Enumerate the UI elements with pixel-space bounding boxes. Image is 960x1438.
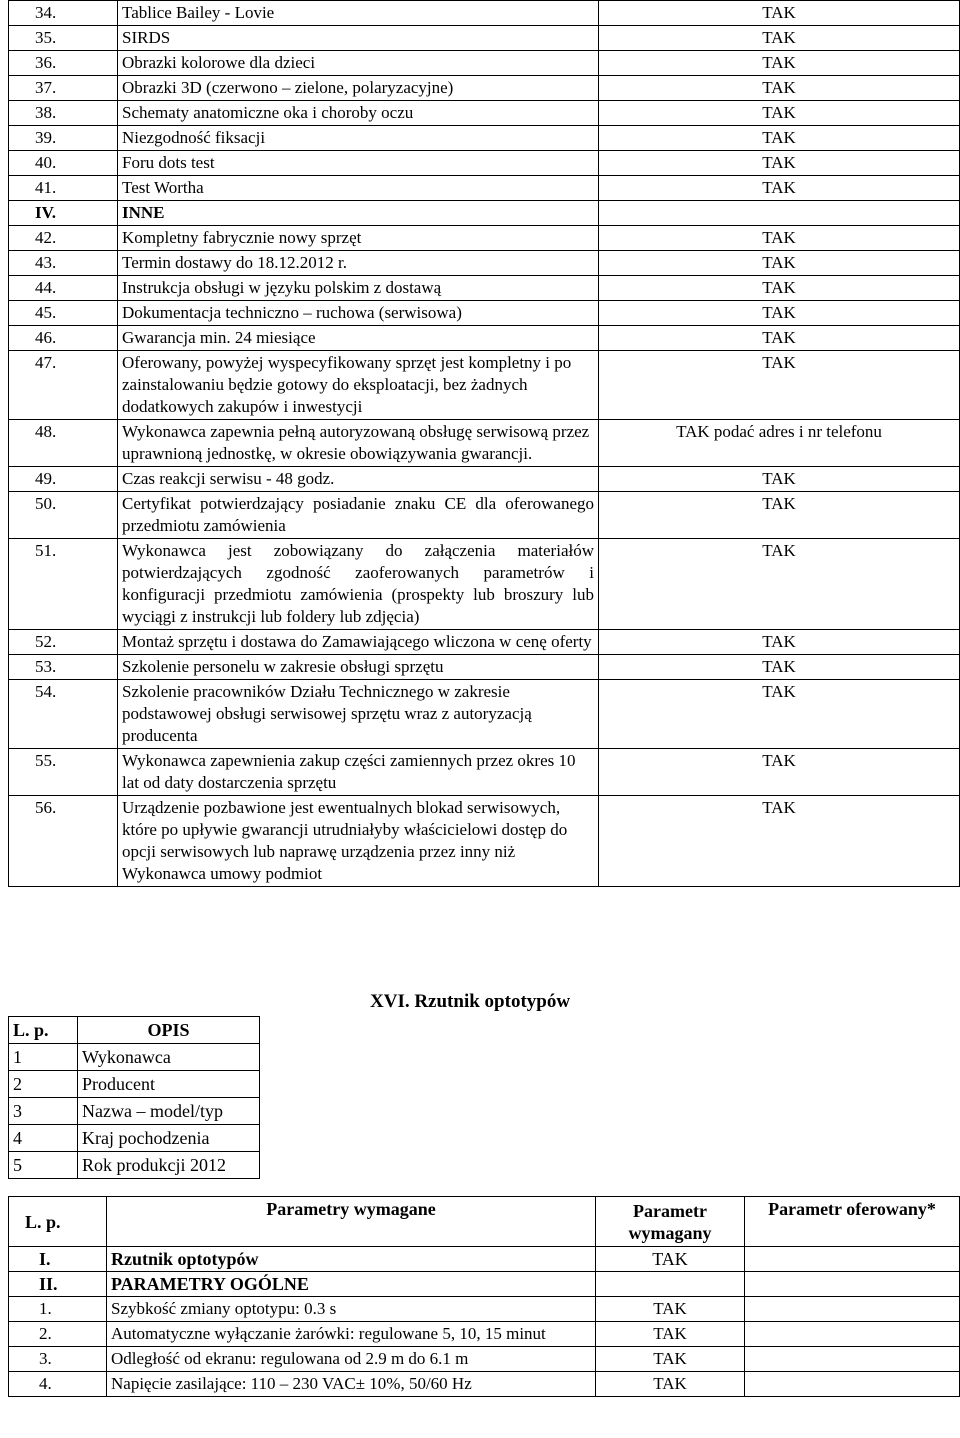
table-row: [9, 276, 960, 301]
row-value: TAK: [599, 680, 960, 749]
row-description: Czas reakcji serwisu - 48 godz.: [118, 467, 599, 492]
table-row: [9, 1152, 260, 1179]
row-number: 39.: [9, 126, 118, 151]
table-row: [9, 351, 960, 420]
row-number: 47.: [9, 351, 118, 420]
row-number: 41.: [9, 176, 118, 201]
row-value: TAK: [599, 351, 960, 420]
row-number: 2.: [9, 1322, 107, 1347]
row-description: SIRDS: [118, 26, 599, 51]
table-row: [9, 467, 960, 492]
column-header-lp: L. p.: [9, 1017, 78, 1044]
table-row: [9, 1347, 960, 1372]
row-value: TAK: [599, 51, 960, 76]
row-description: Kompletny fabrycznie nowy sprzęt: [118, 226, 599, 251]
row-value: TAK: [599, 655, 960, 680]
table-row: [9, 796, 960, 887]
section-row: [9, 1272, 960, 1297]
row-offered: [745, 1372, 960, 1397]
row-number: 2: [9, 1071, 78, 1098]
table-row: [9, 749, 960, 796]
row-number: 51.: [9, 539, 118, 630]
table-row: [9, 1322, 960, 1347]
table-row: [9, 1, 960, 26]
section-row: [9, 201, 960, 226]
row-value: TAK: [599, 539, 960, 630]
column-header-wymagany: Parametr wymagany: [596, 1197, 745, 1247]
column-header-parametry: Parametry wymagane: [107, 1197, 596, 1247]
table-row: [9, 1372, 960, 1397]
row-number: 55.: [9, 749, 118, 796]
row-required: TAK: [596, 1322, 745, 1347]
row-parameter: Odległość od ekranu: regulowana od 2.9 m do 6.1 m: [107, 1347, 596, 1372]
row-description: Dokumentacja techniczno – ruchowa (serwisowa): [118, 301, 599, 326]
row-number: 4.: [9, 1372, 107, 1397]
table-row: [9, 1044, 260, 1071]
row-value: TAK: [599, 26, 960, 51]
row-number: 45.: [9, 301, 118, 326]
row-offered: [745, 1297, 960, 1322]
row-number: 54.: [9, 680, 118, 749]
row-value: TAK: [599, 749, 960, 796]
row-number: 4: [9, 1125, 78, 1152]
row-label: Producent: [78, 1071, 260, 1098]
row-number: 3: [9, 1098, 78, 1125]
row-label: Wykonawca: [78, 1044, 260, 1071]
section-number: II.: [9, 1272, 107, 1297]
row-number: 1: [9, 1044, 78, 1071]
parameters-table: [8, 1196, 960, 1397]
row-value: TAK: [599, 492, 960, 539]
row-value: TAK: [599, 326, 960, 351]
row-number: 48.: [9, 420, 118, 467]
row-value: TAK: [599, 126, 960, 151]
table-row: [9, 76, 960, 101]
description-table: [8, 1016, 260, 1179]
row-offered: [745, 1247, 960, 1272]
row-parameter: Napięcie zasilające: 110 – 230 VAC± 10%, 50/60 Hz: [107, 1372, 596, 1397]
row-description: Montaż sprzętu i dostawa do Zamawiającego wliczona w cenę oferty: [118, 630, 599, 655]
row-description: Certyfikat potwierdzający posiadanie znaku CE dla oferowanego przedmiotu zamówienia: [118, 492, 599, 539]
row-description: Obrazki 3D (czerwono – zielone, polaryzacyjne): [118, 76, 599, 101]
row-description: Oferowany, powyżej wyspecyfikowany sprzęt jest kompletny i po zainstalowaniu będzie gotowy do eksploatacji, bez żadnych dodatkowych zakupów i inwestycji: [118, 351, 599, 420]
row-description: Termin dostawy do 18.12.2012 r.: [118, 251, 599, 276]
row-number: 35.: [9, 26, 118, 51]
row-description: Test Wortha: [118, 176, 599, 201]
table-row: [9, 680, 960, 749]
table-row: [9, 176, 960, 201]
table-row: [9, 630, 960, 655]
table-row: [9, 251, 960, 276]
row-description: Niezgodność fiksacji: [118, 126, 599, 151]
row-number: 40.: [9, 151, 118, 176]
table-row: [9, 1297, 960, 1322]
row-value: TAK: [599, 796, 960, 887]
row-label: Rok produkcji 2012: [78, 1152, 260, 1179]
row-required: TAK: [596, 1372, 745, 1397]
row-value: TAK: [599, 151, 960, 176]
row-description: Tablice Bailey - Lovie: [118, 1, 599, 26]
table-row: [9, 226, 960, 251]
table-row: [9, 1125, 260, 1152]
table-row: [9, 1098, 260, 1125]
row-value: TAK: [599, 1, 960, 26]
row-number: 5: [9, 1152, 78, 1179]
row-description: Foru dots test: [118, 151, 599, 176]
row-label: Kraj pochodzenia: [78, 1125, 260, 1152]
row-value: TAK: [599, 251, 960, 276]
row-number: 56.: [9, 796, 118, 887]
row-required: TAK: [596, 1347, 745, 1372]
row-description: Szkolenie pracowników Działu Technicznego w zakresie podstawowej obsługi serwisowej sprzętu wraz z autoryzacją producenta: [118, 680, 599, 749]
section-title: Rzutnik optotypów: [107, 1247, 596, 1272]
row-number: 49.: [9, 467, 118, 492]
table-row: [9, 101, 960, 126]
row-parameter: Automatyczne wyłączanie żarówki: regulowane 5, 10, 15 minut: [107, 1322, 596, 1347]
table-row: [9, 301, 960, 326]
table-row: [9, 1071, 260, 1098]
row-number: 42.: [9, 226, 118, 251]
row-value: TAK podać adres i nr telefonu: [599, 420, 960, 467]
row-value: TAK: [599, 76, 960, 101]
section-number: IV.: [9, 201, 118, 226]
table-row: [9, 420, 960, 467]
row-description: Urządzenie pozbawione jest ewentualnych blokad serwisowych, które po upływie gwarancji utrudniałyby właścicielowi dostęp do opcji serwisowych lub naprawę urządzenia przez inny niż Wykonawca umowy podmiot: [118, 796, 599, 887]
table-row: [9, 26, 960, 51]
section-row: [9, 1247, 960, 1272]
row-required: [596, 1272, 745, 1297]
table-row: [9, 51, 960, 76]
row-value: TAK: [599, 467, 960, 492]
row-value: TAK: [599, 226, 960, 251]
row-description: Gwarancja min. 24 miesiące: [118, 326, 599, 351]
row-number: 37.: [9, 76, 118, 101]
row-description: Schematy anatomiczne oka i choroby oczu: [118, 101, 599, 126]
row-parameter: Szybkość zmiany optotypu: 0.3 s: [107, 1297, 596, 1322]
table-row: [9, 492, 960, 539]
row-number: 53.: [9, 655, 118, 680]
table-row: [9, 126, 960, 151]
column-header-oferowany: Parametr oferowany*: [745, 1197, 960, 1247]
requirements-table: [8, 0, 960, 887]
row-description: Wykonawca zapewnia pełną autoryzowaną obsługę serwisową przez uprawnioną jednostkę, w okresie obowiązywania gwarancji.: [118, 420, 599, 467]
row-number: 34.: [9, 1, 118, 26]
row-value: [599, 201, 960, 226]
row-offered: [745, 1272, 960, 1297]
row-number: 1.: [9, 1297, 107, 1322]
row-offered: [745, 1347, 960, 1372]
row-number: 36.: [9, 51, 118, 76]
row-value: TAK: [599, 276, 960, 301]
section-title: INNE: [118, 201, 599, 226]
row-number: 50.: [9, 492, 118, 539]
row-number: 3.: [9, 1347, 107, 1372]
table-row: [9, 539, 960, 630]
row-description: Obrazki kolorowe dla dzieci: [118, 51, 599, 76]
row-value: TAK: [599, 176, 960, 201]
row-number: 46.: [9, 326, 118, 351]
row-description: Wykonawca zapewnienia zakup części zamiennych przez okres 10 lat od daty dostarczenia sprzętu: [118, 749, 599, 796]
section-title: PARAMETRY OGÓLNE: [107, 1272, 596, 1297]
table-header-row: [9, 1197, 960, 1247]
row-value: TAK: [599, 101, 960, 126]
row-description: Szkolenie personelu w zakresie obsługi sprzętu: [118, 655, 599, 680]
row-description: Wykonawca jest zobowiązany do załączenia materiałów potwierdzających zgodność zaoferowanych parametrów i konfiguracji przedmiotu zamówienia (prospekty lub broszury lub wyciągi z instrukcji lub foldery lub zdjęcia): [118, 539, 599, 630]
section-heading: XVI. Rzutnik optotypów: [370, 991, 571, 1012]
row-label: Nazwa – model/typ: [78, 1098, 260, 1125]
column-header-opis: OPIS: [78, 1017, 260, 1044]
row-number: 52.: [9, 630, 118, 655]
row-number: 38.: [9, 101, 118, 126]
row-required: TAK: [596, 1297, 745, 1322]
row-number: 43.: [9, 251, 118, 276]
table-row: [9, 151, 960, 176]
row-value: TAK: [599, 630, 960, 655]
table-header-row: [9, 1017, 260, 1044]
table-row: [9, 326, 960, 351]
row-offered: [745, 1322, 960, 1347]
row-description: Instrukcja obsługi w języku polskim z dostawą: [118, 276, 599, 301]
row-number: 44.: [9, 276, 118, 301]
row-required: TAK: [596, 1247, 745, 1272]
table-row: [9, 655, 960, 680]
column-header-lp: L. p.: [9, 1197, 107, 1247]
section-number: I.: [9, 1247, 107, 1272]
row-value: TAK: [599, 301, 960, 326]
